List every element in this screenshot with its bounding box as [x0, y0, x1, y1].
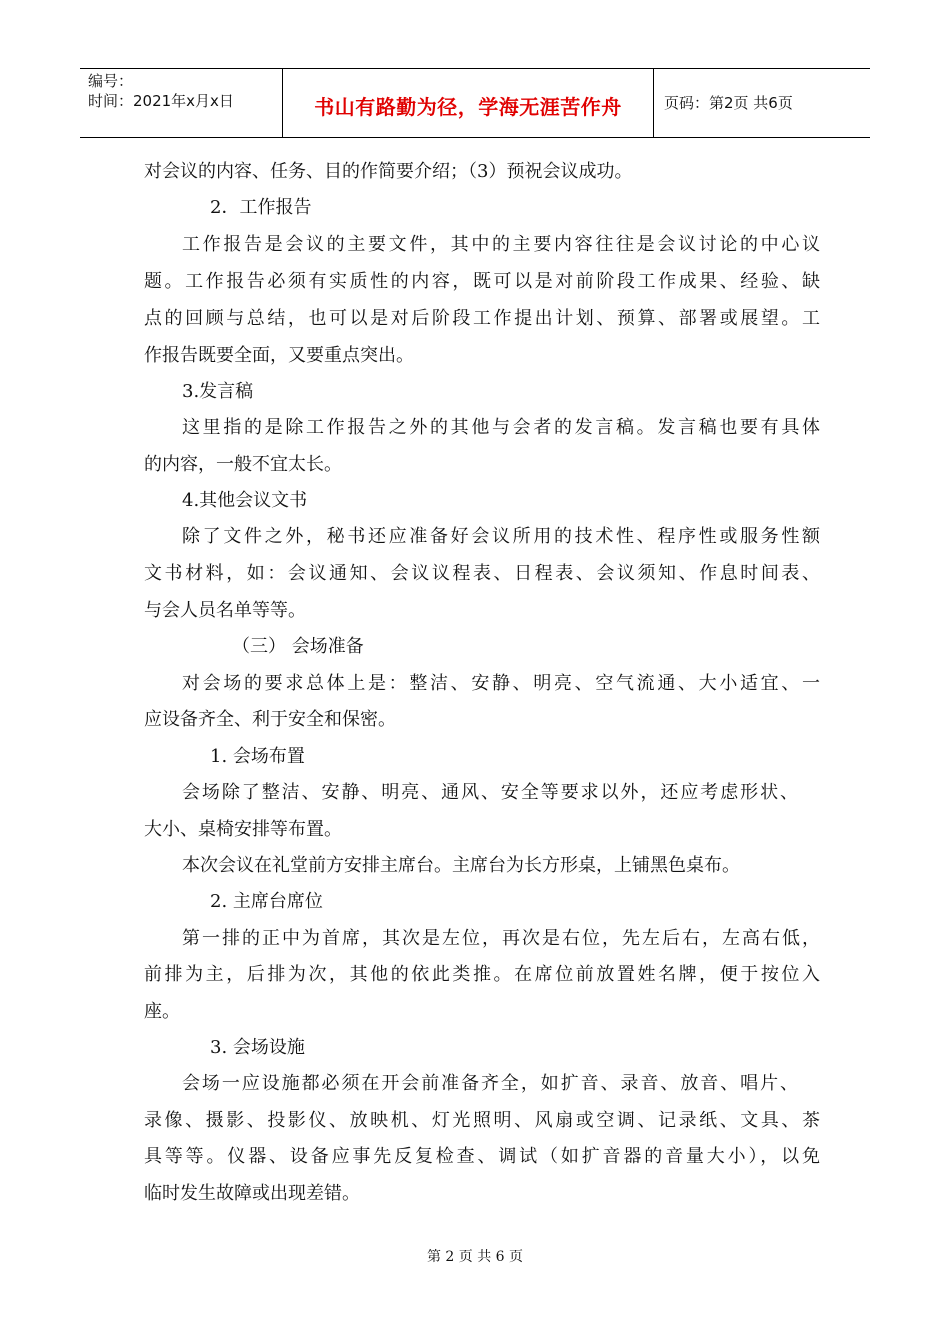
text-line: 录像、摄影、投影仪、放映机、灯光照明、风扇或空调、记录纸、文具、茶: [144, 1110, 820, 1131]
text-line: 前排为主，后排为次，其他的依此类推。在席位前放置姓名牌，便于按位入: [144, 964, 820, 985]
page-footer: 第 2 页 共 6 页: [426, 1249, 524, 1265]
doc-time-label: 时间：2021年x月x日: [88, 92, 234, 110]
text-line: 应设备齐全、利于安全和保密。: [144, 709, 396, 730]
heading-venue-prep: （三） 会场准备: [232, 636, 364, 657]
text-line: 会场一应设施都必须在开会前准备齐全，如扩音、录音、放音、唱片、: [182, 1073, 798, 1094]
heading-speech: 3.发言稿: [182, 381, 254, 402]
text-line: 这里指的是除工作报告之外的其他与会者的发言稿。发言稿也要有具体: [182, 417, 820, 438]
text-line: 座。: [144, 1001, 180, 1022]
text-line: 会场除了整洁、安静、明亮、通风、安全等要求以外，还应考虑形状、: [182, 782, 798, 803]
text-line: 点的回顾与总结，也可以是对后阶段工作提出计划、预算、部署或展望。工: [144, 308, 820, 329]
text-line: 对会场的要求总体上是：整洁、安静、明亮、空气流通、大小适宜、一: [182, 673, 820, 694]
text-line: 作报告既要全面，又要重点突出。: [144, 345, 414, 366]
text-line: 具等等。仪器、设备应事先反复检查、调试（如扩音器的音量大小），以免: [144, 1146, 820, 1167]
text-line: 第一排的正中为首席，其次是左位，再次是右位，先左后右，左高右低，: [182, 928, 820, 949]
header-page-label: 页码：第2页 共6页: [664, 94, 793, 112]
text-line: 与会人员名单等等。: [144, 600, 306, 621]
header-meta-cell: [80, 69, 283, 137]
text-line: 题。工作报告必须有实质性的内容，既可以是对前阶段工作成果、经验、缺: [144, 271, 820, 292]
text-line: 的内容，一般不宜太长。: [144, 454, 342, 475]
header-motto-cell: [283, 69, 654, 137]
text-line: 本次会议在礼堂前方安排主席台。主席台为长方形桌，上铺黑色桌布。: [182, 855, 740, 876]
text-line: 文书材料，如：会议通知、会议议程表、日程表、会议须知、作息时间表、: [144, 563, 820, 584]
text-line: 对会议的内容、任务、目的作简要介绍；（3）预祝会议成功。: [144, 161, 633, 182]
heading-work-report: 2．工作报告: [210, 197, 312, 218]
heading-other-docs: 4.其他会议文书: [182, 490, 308, 511]
header-page-cell: [654, 69, 870, 137]
heading-rostrum-seats: 2. 主席台席位: [210, 891, 323, 912]
header-table: [80, 68, 870, 138]
text-line: 工作报告是会议的主要文件，其中的主要内容往往是会议讨论的中心议: [182, 234, 820, 255]
doc-number-label: 编号：: [88, 72, 134, 90]
header-motto: 书山有路勤为径，学海无涯苦作舟: [314, 95, 622, 119]
heading-venue-facilities: 3. 会场设施: [210, 1037, 305, 1058]
text-line: 临时发生故障或出现差错。: [144, 1183, 360, 1204]
heading-venue-layout: 1. 会场布置: [210, 746, 305, 767]
text-line: 大小、桌椅安排等布置。: [144, 819, 342, 840]
text-line: 除了文件之外，秘书还应准备好会议所用的技术性、程序性或服务性额: [182, 526, 820, 547]
